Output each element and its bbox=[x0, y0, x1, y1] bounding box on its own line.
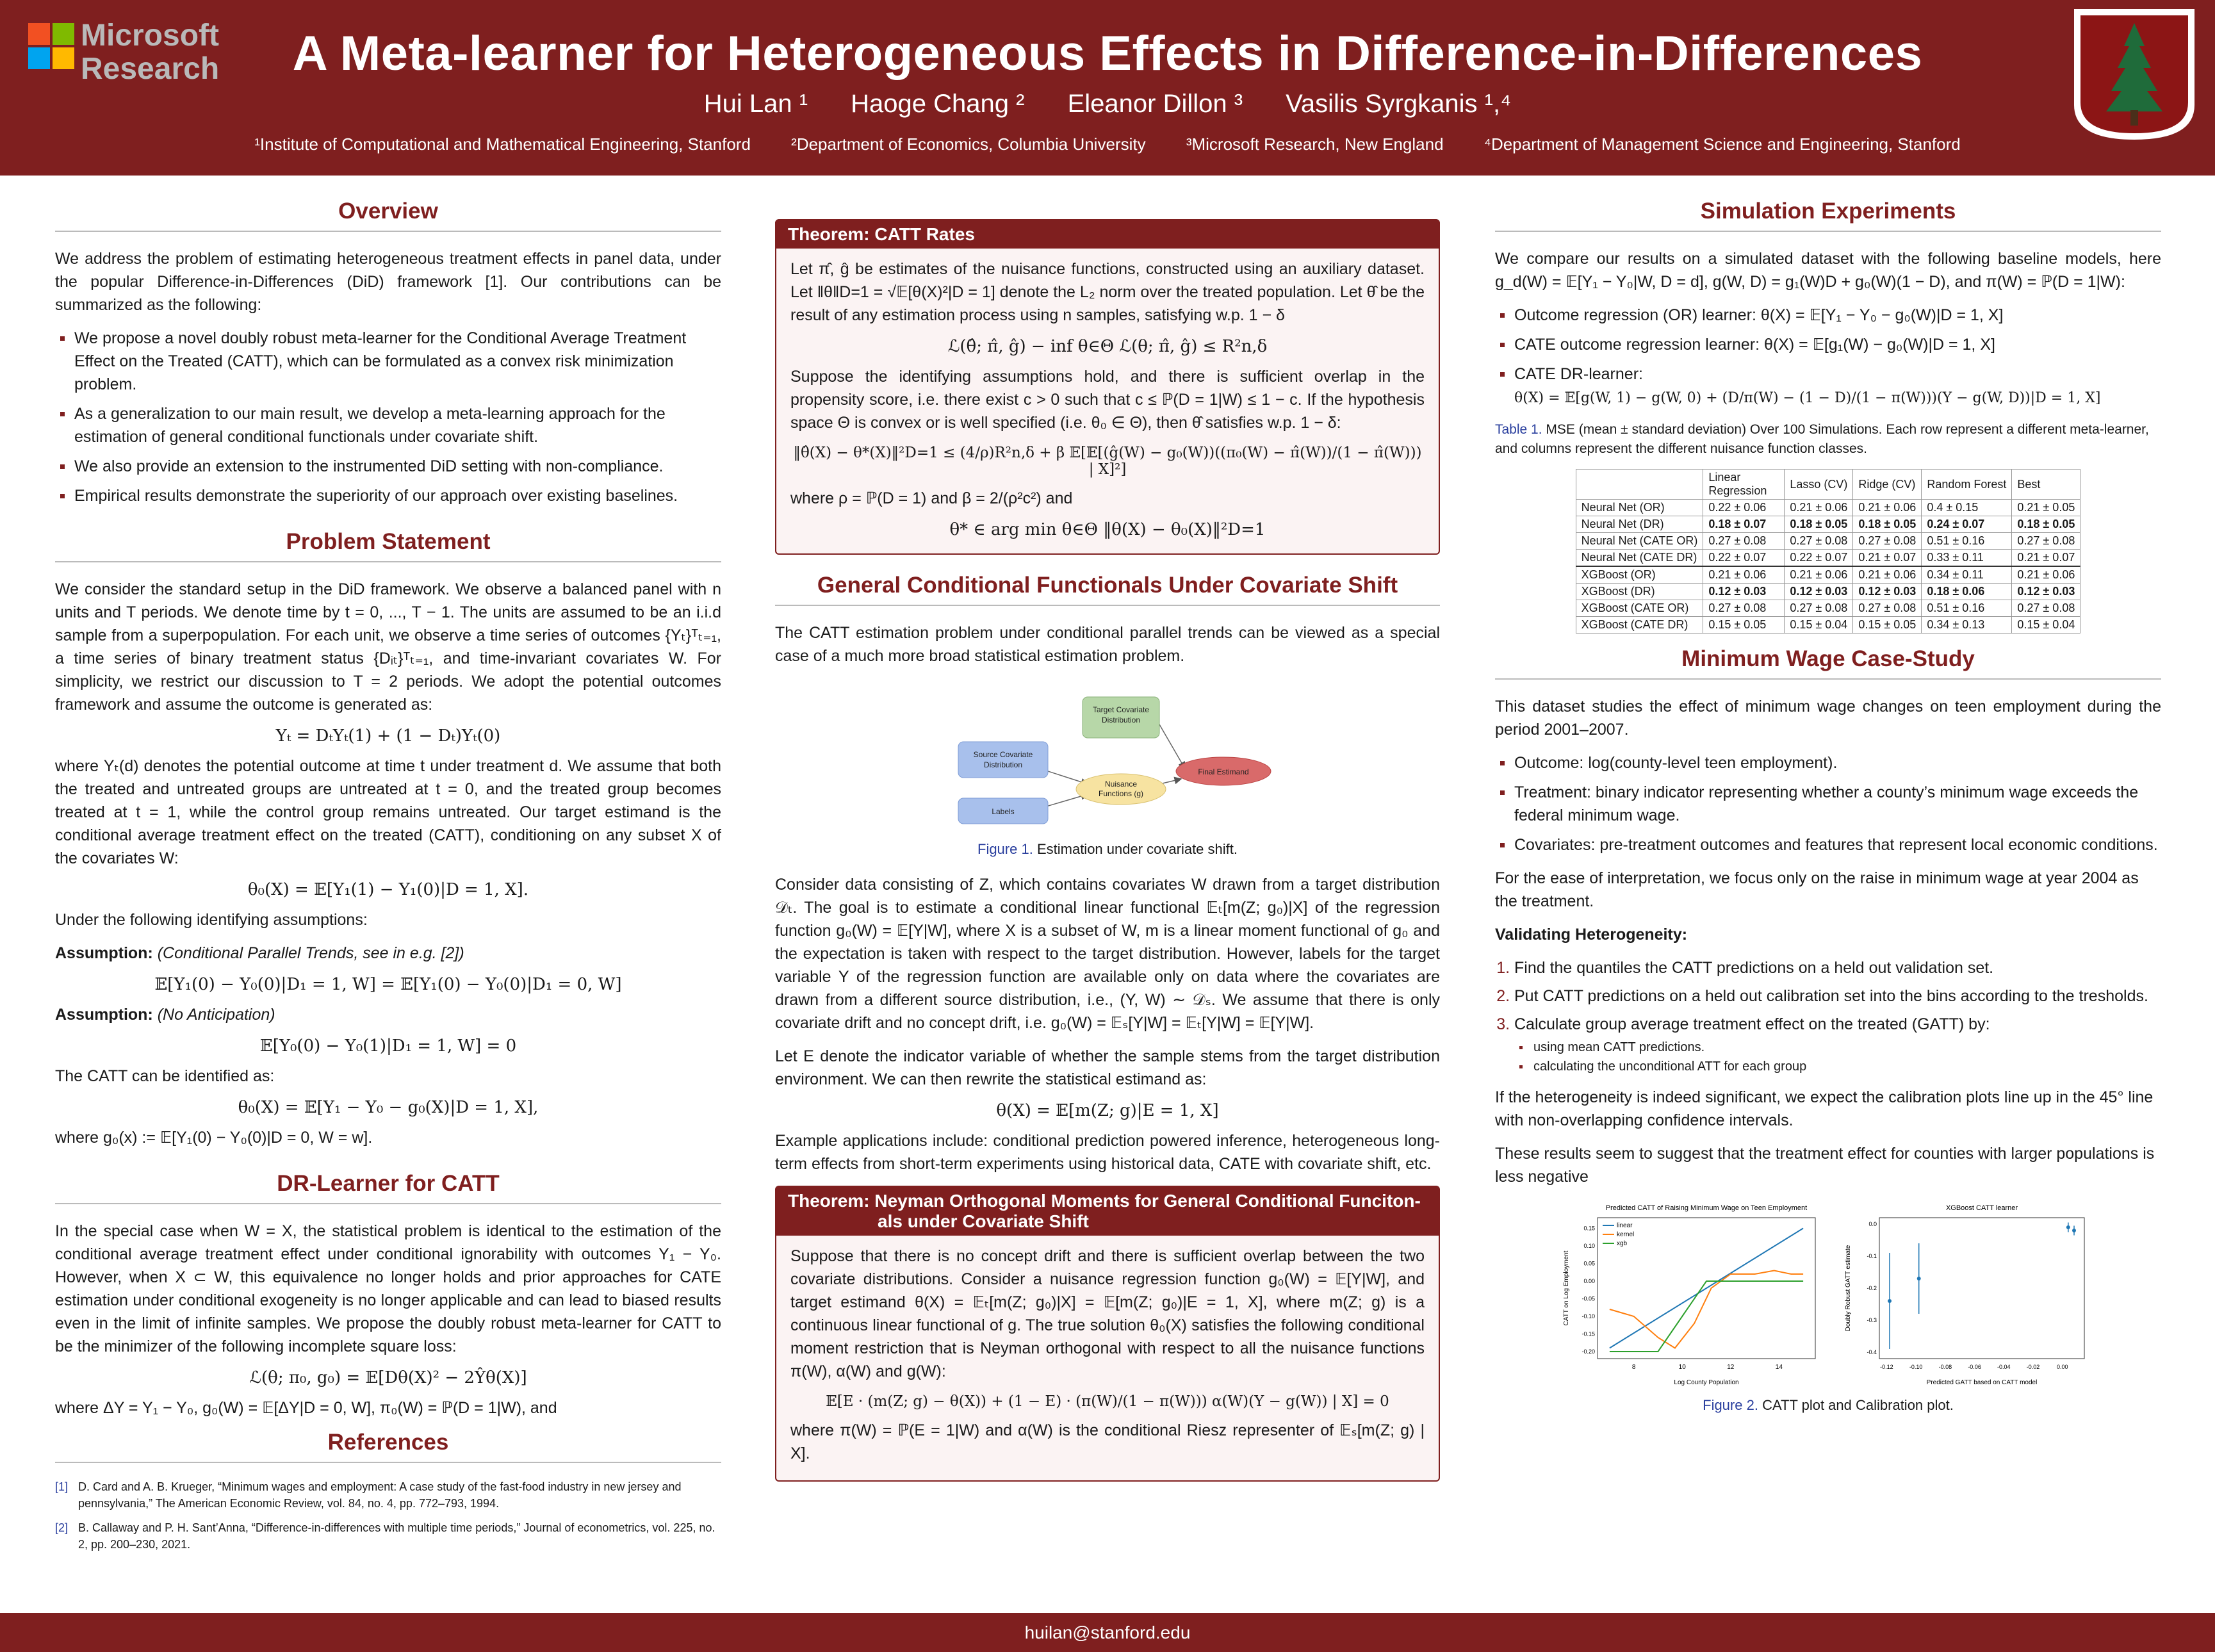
affiliation: ¹Institute of Computational and Mathematical Engineering, Stanford bbox=[254, 135, 751, 154]
x-tick-label: 14 bbox=[1775, 1364, 1783, 1371]
table-cell: Neural Net (CATE OR) bbox=[1576, 533, 1703, 550]
table-cell: 0.27 ± 0.08 bbox=[1703, 533, 1785, 550]
table-cell: XGBoost (OR) bbox=[1576, 566, 1703, 584]
table-cell: 0.12 ± 0.03 bbox=[1853, 584, 1922, 600]
table-cell: 0.21 ± 0.07 bbox=[2012, 550, 2080, 567]
list-item: CATE DR-learner: θ(X) = 𝔼[g(W, 1) − g(W, 0) + (D/π(W) − (1 − D)/(1 − π(W)))(Y − g(W, D))|D = 1, X] bbox=[1514, 363, 2161, 410]
dataset-list bbox=[1495, 751, 2161, 856]
equation: 𝔼[Y₀(0) − Y₀(1)|D₁ = 1, W] = 0 bbox=[259, 1036, 517, 1056]
table-cell: 0.21 ± 0.06 bbox=[1853, 500, 1922, 516]
figure-2 bbox=[1495, 1198, 2161, 1391]
table-cell: 0.27 ± 0.08 bbox=[2012, 600, 2080, 617]
table-cell: 0.15 ± 0.05 bbox=[1853, 617, 1922, 634]
y-axis-label: Doubly Robust GATT estimate bbox=[1845, 1245, 1852, 1332]
table-cell: 0.15 ± 0.05 bbox=[1703, 617, 1785, 634]
diagram-label-source: Source Covariate Distribution bbox=[973, 750, 1033, 769]
logo-text: Microsoft Research bbox=[81, 19, 220, 86]
table-cell: 0.15 ± 0.04 bbox=[1785, 617, 1853, 634]
chart-title: Predicted CATT of Raising Minimum Wage on Teen Employment bbox=[1605, 1204, 1808, 1212]
table-cell: Neural Net (OR) bbox=[1576, 500, 1703, 516]
table-header-cell bbox=[1576, 470, 1703, 500]
author-list bbox=[0, 90, 2215, 119]
table-cell: 0.27 ± 0.08 bbox=[1785, 533, 1853, 550]
table-header-cell: Best bbox=[2012, 470, 2080, 500]
paragraph: For the ease of interpretation, we focus only on the raise in minimum wage at year 2004 as the treatment. bbox=[1495, 869, 2139, 910]
chart-title: XGBoost CATT learner bbox=[1945, 1204, 2018, 1212]
table-cell: 0.4 ± 0.15 bbox=[1922, 500, 2012, 516]
y-tick-label: -0.20 bbox=[1582, 1348, 1595, 1355]
paragraph: The CATT can be identified as: bbox=[55, 1067, 275, 1085]
series-line-linear bbox=[1610, 1229, 1803, 1348]
table-cell: 0.21 ± 0.06 bbox=[1703, 566, 1785, 584]
paragraph: We consider the standard setup in the DiD framework. We observe a balanced panel with n units and T periods. We denote time by t = 0, ..., T − 1. The units are assumed to be an i.i.d sample from a superpopulation. For each unit, we observe a time series of outcomes {Yₜ}ᵀₜ₌₁, a time series of binary treatment status {Dᵢₜ}ᵀₜ₌₁, and time-invariant covariates W. For simplicity, we restrict our discussion to T = 2 periods. We adopt the potential outcomes framework and assume the outcome is generated as: bbox=[55, 580, 721, 714]
theorem-catt-rates bbox=[775, 219, 1440, 555]
figure-1-caption: Figure 1. Estimation under covariate shift. bbox=[977, 841, 1238, 857]
equation: 𝔼[E · (m(Z; g) − θ(X)) + (1 − E) · (π(W)/(1 − π(W))) α(W)(Y − g(W)) | X] = 0 bbox=[826, 1393, 1389, 1410]
paragraph: The CATT estimation problem under conditional parallel trends can be viewed as a special case of a much more broad statistical estimation problem. bbox=[775, 624, 1440, 665]
results-table bbox=[1576, 469, 2081, 634]
x-tick-label: 12 bbox=[1727, 1364, 1735, 1371]
table-cell: 0.51 ± 0.16 bbox=[1922, 600, 2012, 617]
table-row bbox=[1576, 584, 2080, 600]
y-tick-label: -0.10 bbox=[1582, 1313, 1595, 1320]
table-cell: 0.34 ± 0.11 bbox=[1922, 566, 2012, 584]
table-cell: 0.12 ± 0.03 bbox=[1785, 584, 1853, 600]
column-right bbox=[1495, 199, 2161, 1429]
paragraph: In the special case when W = X, the statistical problem is identical to the estimation of the conditional average treatment effect under conditional ignorability with outcomes Y₁ − Y₀. However, when X ⊂ W, this equivalence no longer holds and prior approaches for CATE estimation under conditional exogeneity is no longer applicable and can lead to biased results even in the limit of infinite samples. We propose the doubly robust meta-learner for CATT to be the minimizer of the following incomplete square loss: bbox=[55, 1222, 721, 1355]
table-cell: 0.34 ± 0.13 bbox=[1922, 617, 2012, 634]
series-line-xgb bbox=[1610, 1281, 1803, 1352]
table-cell: 0.21 ± 0.06 bbox=[1853, 566, 1922, 584]
table-cell: 0.21 ± 0.06 bbox=[2012, 566, 2080, 584]
table-cell: 0.21 ± 0.05 bbox=[2012, 500, 2080, 516]
x-tick-label: -0.10 bbox=[1909, 1364, 1923, 1370]
table-cell: 0.27 ± 0.08 bbox=[1853, 533, 1922, 550]
table-row bbox=[1576, 500, 2080, 516]
table-cell: XGBoost (CATE DR) bbox=[1576, 617, 1703, 634]
list-item: using mean CATT predictions. bbox=[1533, 1038, 2161, 1056]
paragraph: Suppose that there is no concept drift and there is sufficient overlap between the two covariate distributions. Consider a nuisance regression function g₀(W) = 𝔼[Y|W], and target estimand θ(X) = 𝔼ₜ[m(Z; g₀)|X] = 𝔼[m(Z; g₀)|E = 1, X], where m(Z; g) is a continuous linear functional of g. The true solution θ₀(X) satisfies the following conditional moment restriction that is Neyman orthogonal with respect to all the nuisance functions π(W), α(W) and g(W): bbox=[790, 1247, 1425, 1380]
section-title-problem: Problem Statement bbox=[55, 529, 721, 562]
paragraph: Suppose the identifying assumptions hold, and there is sufficient overlap in the propensity score, i.e. there exist c > 0 such that c ≤ ℙ(D = 1|W) ≤ 1 − c. If the hypothesis space Θ is convex or is well specified (i.e. θ₀ ∈ Θ), then θ̂ satisfies w.p. 1 − δ: bbox=[790, 368, 1425, 432]
table-cell: 0.27 ± 0.08 bbox=[1853, 600, 1922, 617]
table-row bbox=[1576, 533, 2080, 550]
table-cell: 0.18 ± 0.05 bbox=[1853, 516, 1922, 533]
list-item: Treatment: binary indicator representing whether a county’s minimum wage exceeds the federal minimum wage. bbox=[1514, 781, 2161, 827]
equation: ‖θ̂(X) − θ*(X)‖²D=1 ≤ (4/ρ)R²n,δ + β 𝔼[𝔼[(ĝ(W) − g₀(W))((π₀(W) − π̂(W))/(1 − π̂(W))) | X]²] bbox=[793, 445, 1422, 478]
y-axis-label: CATT on Log Employment bbox=[1563, 1250, 1570, 1326]
section-title-minwage: Minimum Wage Case-Study bbox=[1495, 646, 2161, 680]
x-tick-label: -0.12 bbox=[1880, 1364, 1893, 1370]
footer-banner bbox=[0, 1613, 2215, 1652]
y-tick-label: -0.15 bbox=[1582, 1330, 1595, 1337]
y-tick-label: 0.00 bbox=[1583, 1278, 1595, 1284]
list-item: CATE outcome regression learner: θ(X) = 𝔼[g₁(W) − g₀(W)|D = 1, X] bbox=[1514, 333, 2161, 356]
affiliation: ²Department of Economics, Columbia University bbox=[791, 135, 1146, 154]
list-item: 2. Put CATT predictions on a held out calibration set into the bins according to the tresholds. bbox=[1514, 985, 2161, 1008]
y-tick-label: 0.15 bbox=[1583, 1225, 1595, 1232]
table-cell: 0.21 ± 0.07 bbox=[1853, 550, 1922, 567]
author: Eleanor Dillon ³ bbox=[1067, 90, 1243, 118]
table-cell: 0.27 ± 0.08 bbox=[2012, 533, 2080, 550]
table-cell: 0.27 ± 0.08 bbox=[1785, 600, 1853, 617]
figure-2-caption: Figure 2. CATT plot and Calibration plot. bbox=[1703, 1397, 1954, 1413]
paragraph: Let E denote the indicator variable of whether the sample stems from the target distribution environment. We can then rewrite the statistical estimand as: bbox=[775, 1047, 1440, 1088]
paragraph: where ΔY = Y₁ − Y₀, g₀(W) = 𝔼[ΔY|D = 0, W], π₀(W) = ℙ(D = 1|W), and bbox=[55, 1399, 557, 1417]
table-1-caption: Table 1. MSE (mean ± standard deviation) Over 100 Simulations. Each row represent a different meta-learner, and columns represent the different nuisance function classes. bbox=[1495, 422, 2149, 456]
x-tick-label: 8 bbox=[1631, 1364, 1636, 1371]
y-tick-label: 0.10 bbox=[1583, 1243, 1595, 1249]
list-item: calculating the unconditional ATT for each group bbox=[1533, 1058, 2161, 1075]
table-cell: 0.15 ± 0.04 bbox=[2012, 617, 2080, 634]
table-cell: 0.18 ± 0.07 bbox=[1703, 516, 1785, 533]
paragraph: If the heterogeneity is indeed significant, we expect the calibration plots line up in the 45° line with non-overlapping confidence intervals. bbox=[1495, 1088, 2154, 1129]
table-cell: 0.12 ± 0.03 bbox=[2012, 584, 2080, 600]
data-point bbox=[2072, 1229, 2076, 1232]
table-row bbox=[1576, 600, 2080, 617]
calibration-scatter-chart bbox=[1841, 1198, 2097, 1391]
covariate-shift-diagram bbox=[775, 678, 1440, 831]
baseline-list bbox=[1495, 304, 2161, 410]
paragraph: where π(W) = ℙ(E = 1|W) and α(W) is the conditional Riesz representer of 𝔼ₛ[m(Z; g) | X]. bbox=[790, 1421, 1425, 1462]
overview-intro: We address the problem of estimating heterogeneous treatment effects in panel data, under the popular Difference-in-Differences (DiD) framework [1]. Our contributions can be summarized as the following: bbox=[55, 250, 721, 314]
theorem-neyman bbox=[775, 1186, 1440, 1482]
equation: ℒ(θ; π₀, g₀) = 𝔼[Dθ(X)² − 2Ŷθ(X)] bbox=[249, 1368, 527, 1387]
affiliation-list bbox=[0, 135, 2215, 154]
diagram-label-final: Final Estimand bbox=[1198, 767, 1249, 776]
validating-heading: Validating Heterogeneity: bbox=[1495, 926, 1688, 944]
table-row bbox=[1576, 617, 2080, 634]
paragraph: Let π̂, ĝ be estimates of the nuisance functions, constructed using an auxiliary dataset. Let ‖θ‖D=1 = √𝔼[θ(X)²|D = 1] denote the L₂ norm over the treated population. Let θ̂ be the result of any estimation process using n samples, satisfying w.p. 1 − δ bbox=[790, 260, 1425, 324]
legend-label: xgb bbox=[1617, 1240, 1628, 1247]
section-title-dr: DR-Learner for CATT bbox=[55, 1171, 721, 1204]
y-tick-label: -0.05 bbox=[1582, 1295, 1595, 1302]
paragraph: Under the following identifying assumptions: bbox=[55, 911, 368, 929]
diagram-node-source bbox=[958, 742, 1048, 778]
y-tick-label: -0.1 bbox=[1867, 1253, 1877, 1259]
legend-label: kernel bbox=[1617, 1231, 1635, 1238]
catt-line-chart bbox=[1559, 1198, 1828, 1391]
equation: Yₜ = DₜYₜ(1) + (1 − Dₜ)Yₜ(0) bbox=[275, 726, 501, 746]
author: Haoge Chang ² bbox=[851, 90, 1025, 118]
legend-label: linear bbox=[1617, 1222, 1633, 1229]
list-item: Covariates: pre-treatment outcomes and features that represent local economic conditions. bbox=[1514, 833, 2161, 856]
table-cell: XGBoost (CATE OR) bbox=[1576, 600, 1703, 617]
column-middle bbox=[775, 219, 1440, 1500]
list-item: We also provide an extension to the instrumented DiD setting with non-compliance. bbox=[74, 455, 721, 478]
list-item: We propose a novel doubly robust meta-learner for the Conditional Average Treatment Effect on the Treated (CATT), which can be formulated as a convex risk minimization problem. bbox=[74, 327, 721, 396]
section-title-gcf: General Conditional Functionals Under Covariate Shift bbox=[775, 573, 1440, 606]
table-row bbox=[1576, 566, 2080, 584]
table-cell: 0.21 ± 0.06 bbox=[1785, 566, 1853, 584]
y-tick-label: -0.2 bbox=[1867, 1285, 1877, 1291]
paragraph: where g₀(x) := 𝔼[Y₁(0) − Y₀(0)|D = 0, W = w]. bbox=[55, 1129, 373, 1147]
x-axis-label: Predicted GATT based on CATT model bbox=[1926, 1379, 2038, 1386]
table-cell: 0.12 ± 0.03 bbox=[1703, 584, 1785, 600]
paragraph: Example applications include: conditional prediction powered inference, heterogeneous long-term effects from short-term experiments using historical data, CATE with covariate shift, etc. bbox=[775, 1132, 1440, 1173]
x-tick-label: -0.08 bbox=[1938, 1364, 1952, 1370]
table-cell: Neural Net (CATE DR) bbox=[1576, 550, 1703, 567]
y-tick-label: -0.4 bbox=[1867, 1349, 1877, 1355]
validation-steps bbox=[1495, 956, 2161, 1075]
table-header-cell: Linear Regression bbox=[1703, 470, 1785, 500]
reference-item: [2] B. Callaway and P. H. Sant’Anna, “Difference-in-differences with multiple time periods,” Journal of econometrics, vol. 225, no. 2, pp. 200–230, 2021. bbox=[55, 1521, 715, 1551]
list-item: As a generalization to our main result, we develop a meta-learning approach for the estimation of general conditional functionals under covariate shift. bbox=[74, 402, 721, 448]
plot-frame bbox=[1879, 1218, 2084, 1359]
assumption-1: Assumption: (Conditional Parallel Trends, see in e.g. [2]) bbox=[55, 944, 464, 962]
x-axis-label: Log County Population bbox=[1674, 1379, 1739, 1386]
table-row bbox=[1576, 516, 2080, 533]
list-item: Empirical results demonstrate the superiority of our approach over existing baselines. bbox=[74, 484, 721, 507]
table-cell: 0.21 ± 0.06 bbox=[1785, 500, 1853, 516]
affiliation: ⁴Department of Management Science and Engineering, Stanford bbox=[1483, 135, 1961, 154]
theorem-title: Theorem: CATT Rates bbox=[776, 220, 1439, 249]
section-title-simulation: Simulation Experiments bbox=[1495, 199, 2161, 232]
table-cell: 0.33 ± 0.11 bbox=[1922, 550, 2012, 567]
poster-title: A Meta-learner for Heterogeneous Effects in Difference-in-Differences bbox=[292, 26, 1923, 81]
table-row bbox=[1576, 550, 2080, 567]
table-cell: Neural Net (DR) bbox=[1576, 516, 1703, 533]
data-point bbox=[1917, 1277, 1921, 1280]
table-cell: 0.18 ± 0.05 bbox=[2012, 516, 2080, 533]
y-tick-label: 0.0 bbox=[1868, 1221, 1877, 1227]
stanford-tree-logo bbox=[2074, 9, 2195, 140]
reference-item: [1] D. Card and A. B. Krueger, “Minimum wages and employment: A case study of the fast-food industry in new jersey and pennsylvania,” The American Economic Review, vol. 84, no. 4, pp. 772–793, 1994. bbox=[55, 1480, 682, 1510]
theorem-title: Theorem: Neyman Orthogonal Moments for General Conditional Funciton- als under Covariate Shift bbox=[776, 1187, 1439, 1236]
sub-list bbox=[1514, 1038, 2161, 1075]
paragraph: where ρ = ℙ(D = 1) and β = 2/(ρ²c²) and bbox=[790, 489, 1073, 507]
paragraph: We compare our results on a simulated dataset with the following baseline models, here g_d(W) = 𝔼[Y₁ − Y₀|W, D = d], g(W, D) = g₁(W)D + g₀(W)(1 − D), and π(W) = ℙ(D = 1|W): bbox=[1495, 250, 2161, 291]
affiliation: ³Microsoft Research, New England bbox=[1186, 135, 1444, 154]
paragraph: This dataset studies the effect of minimum wage changes on teen employment during the period 2001–2007. bbox=[1495, 698, 2161, 739]
diagram-label-nuisance: Nuisance Functions (g) bbox=[1098, 780, 1144, 798]
table-header-cell: Lasso (CV) bbox=[1785, 470, 1853, 500]
equation: ℒ(θ̂; π̂, ĝ) − inf θ∈Θ ℒ(θ; π̂, ĝ) ≤ R²n,δ bbox=[947, 337, 1268, 356]
y-tick-label: -0.3 bbox=[1867, 1317, 1877, 1323]
equation: 𝔼[Y₁(0) − Y₀(0)|D₁ = 1, W] = 𝔼[Y₁(0) − Y₀(0)|D₁ = 0, W] bbox=[154, 975, 622, 994]
assumption-2: Assumption: (No Anticipation) bbox=[55, 1006, 275, 1024]
table-header-cell: Random Forest bbox=[1922, 470, 2012, 500]
list-item: Outcome: log(county-level teen employment). bbox=[1514, 751, 2161, 774]
table-cell: 0.22 ± 0.07 bbox=[1703, 550, 1785, 567]
header-banner bbox=[0, 0, 2215, 176]
x-tick-label: -0.06 bbox=[1968, 1364, 1981, 1370]
data-point bbox=[2066, 1225, 2070, 1229]
table-cell: 0.22 ± 0.06 bbox=[1703, 500, 1785, 516]
table-header-cell: Ridge (CV) bbox=[1853, 470, 1922, 500]
column-left bbox=[55, 199, 721, 1560]
section-title-overview: Overview bbox=[55, 199, 721, 232]
table-cell: 0.24 ± 0.07 bbox=[1922, 516, 2012, 533]
paragraph: where Yₜ(d) denotes the potential outcome at time t under treatment d. We assume that both the treated and untreated groups are untreated at t = 0, and the treated group becomes treated at t = 1, while the control group remains untreated. Our target estimand is the conditional average treatment effect on the treated (CATT), conditioning on any subset X of the covariates W: bbox=[55, 757, 721, 867]
table-cell: XGBoost (DR) bbox=[1576, 584, 1703, 600]
table-cell: 0.18 ± 0.06 bbox=[1922, 584, 2012, 600]
table-cell: 0.22 ± 0.07 bbox=[1785, 550, 1853, 567]
paragraph: These results seem to suggest that the treatment effect for counties with larger populations is less negative bbox=[1495, 1145, 2155, 1186]
x-tick-label: -0.04 bbox=[1997, 1364, 2011, 1370]
paragraph: Consider data consisting of Z, which contains covariates W drawn from a target distribution 𝒟ₜ. The goal is to estimate a conditional linear functional 𝔼ₜ[m(Z; g₀)|X] of the regression function g₀(W) = 𝔼[Y|W], where X is a subset of W, m is a linear moment functional of g₀ and the expectation is taken with respect to the target distribution. However, labels for the target variable Y of the regression function are available only on data where the covariates are drawn from a different source distribution, i.e., (Y, W) ∼ 𝒟ₛ. We assume that there is only covariate drift and no concept drift, i.e. g₀(W) = 𝔼ₛ[Y|W] = 𝔼ₜ[Y|W] = 𝔼[Y|W]. bbox=[775, 876, 1440, 1032]
section-title-references: References bbox=[55, 1430, 721, 1463]
y-tick-label: 0.05 bbox=[1583, 1260, 1595, 1267]
author: Vasilis Syrgkanis ¹,⁴ bbox=[1286, 90, 1512, 118]
table-cell: 0.18 ± 0.05 bbox=[1785, 516, 1853, 533]
equation: θ₀(X) = 𝔼[Y₁(1) − Y₁(0)|D = 1, X]. bbox=[247, 880, 529, 899]
x-tick-label: -0.02 bbox=[2026, 1364, 2040, 1370]
contact-email: huilan@stanford.edu bbox=[1024, 1623, 1191, 1642]
diagram-label-target: Target Covariate Distribution bbox=[1092, 705, 1150, 724]
x-tick-label: 10 bbox=[1678, 1364, 1686, 1371]
x-tick-label: 0.00 bbox=[2056, 1364, 2068, 1370]
list-item: 3. Calculate group average treatment effect on the treated (GATT) by: using mean CATT predictions. calculating the unconditional ATT for each group bbox=[1514, 1013, 2161, 1075]
author: Hui Lan ¹ bbox=[703, 90, 808, 118]
data-point bbox=[1888, 1299, 1892, 1303]
equation: θ* ∈ arg min θ∈Θ ‖θ(X) − θ₀(X)‖²D=1 bbox=[949, 520, 1266, 539]
table-cell: 0.51 ± 0.16 bbox=[1922, 533, 2012, 550]
contributions-list bbox=[55, 327, 721, 507]
equation: θ₀(X) = 𝔼[Y₁ − Y₀ − g₀(X)|D = 1, X], bbox=[238, 1098, 539, 1117]
list-item: 1. Find the quantiles the CATT predictions on a held out validation set. bbox=[1514, 956, 2161, 979]
diagram-label-labels: Labels bbox=[992, 807, 1015, 816]
table-cell: 0.27 ± 0.08 bbox=[1703, 600, 1785, 617]
equation: θ(X) = 𝔼[m(Z; g)|E = 1, X] bbox=[996, 1101, 1219, 1120]
list-item: Outcome regression (OR) learner: θ(X) = 𝔼[Y₁ − Y₀ − g₀(W)|D = 1, X] bbox=[1514, 304, 2161, 327]
